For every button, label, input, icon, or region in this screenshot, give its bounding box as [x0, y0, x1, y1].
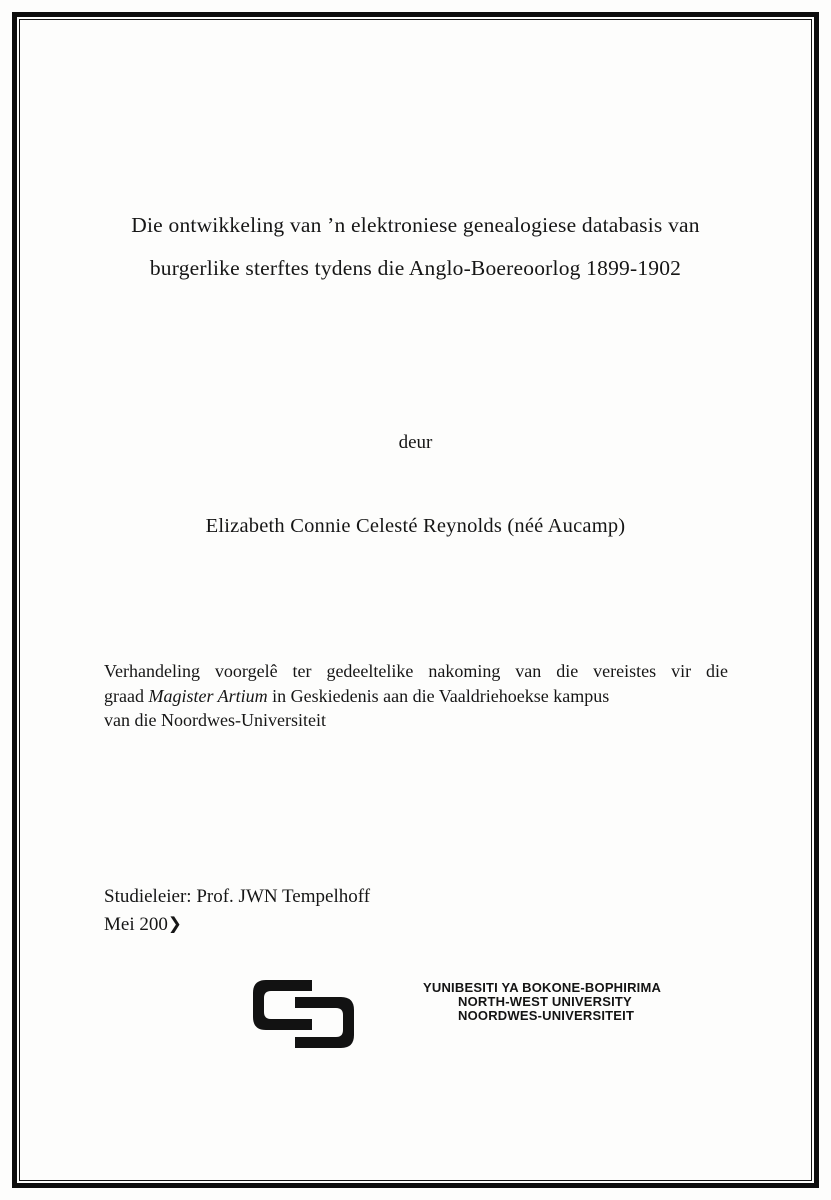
byline: deur	[398, 432, 433, 453]
university-logo	[252, 979, 662, 1049]
thesis-title	[53, 204, 778, 290]
supervisor-block	[104, 883, 370, 938]
university-names	[320, 979, 662, 1024]
supervisor-line: Studieleier: Prof. JWN Tempelhoff	[104, 886, 371, 907]
statement-line-2-post: in Geskiedenis aan die Vaaldriehoekse kampus	[267, 685, 610, 706]
statement-line-3: van die Noordwes-Universiteit	[104, 710, 326, 731]
degree-statement	[104, 659, 728, 733]
statement-line-2-pre: graad	[104, 685, 149, 706]
logo-name-afrikaans: NOORDWES-UNIVERSITEIT	[458, 1008, 635, 1024]
author-name: Elizabeth Connie Celesté Reynolds (néé Aucamp)	[205, 515, 626, 537]
statement-line-2	[104, 684, 728, 709]
title-line-1: Die ontwikkeling van ’n elektroniese genealogiese databasis van	[131, 213, 700, 237]
date-prefix: Mei 200	[104, 913, 168, 935]
date-line	[104, 911, 370, 939]
degree-name: Magister Artium	[148, 685, 268, 706]
date-glyph: ❯	[167, 913, 182, 933]
logo-name-english: NORTH-WEST UNIVERSITY	[458, 994, 632, 1010]
statement-line-1: Verhandeling voorgelê ter gedeeltelike nakoming van die vereistes vir die	[104, 661, 728, 681]
title-line-2: burgerlike sterftes tydens die Anglo-Boereoorlog 1899-1902	[149, 256, 682, 280]
logo-name-setswana: YUNIBESITI YA BOKONE-BOPHIRIMA	[423, 980, 662, 995]
